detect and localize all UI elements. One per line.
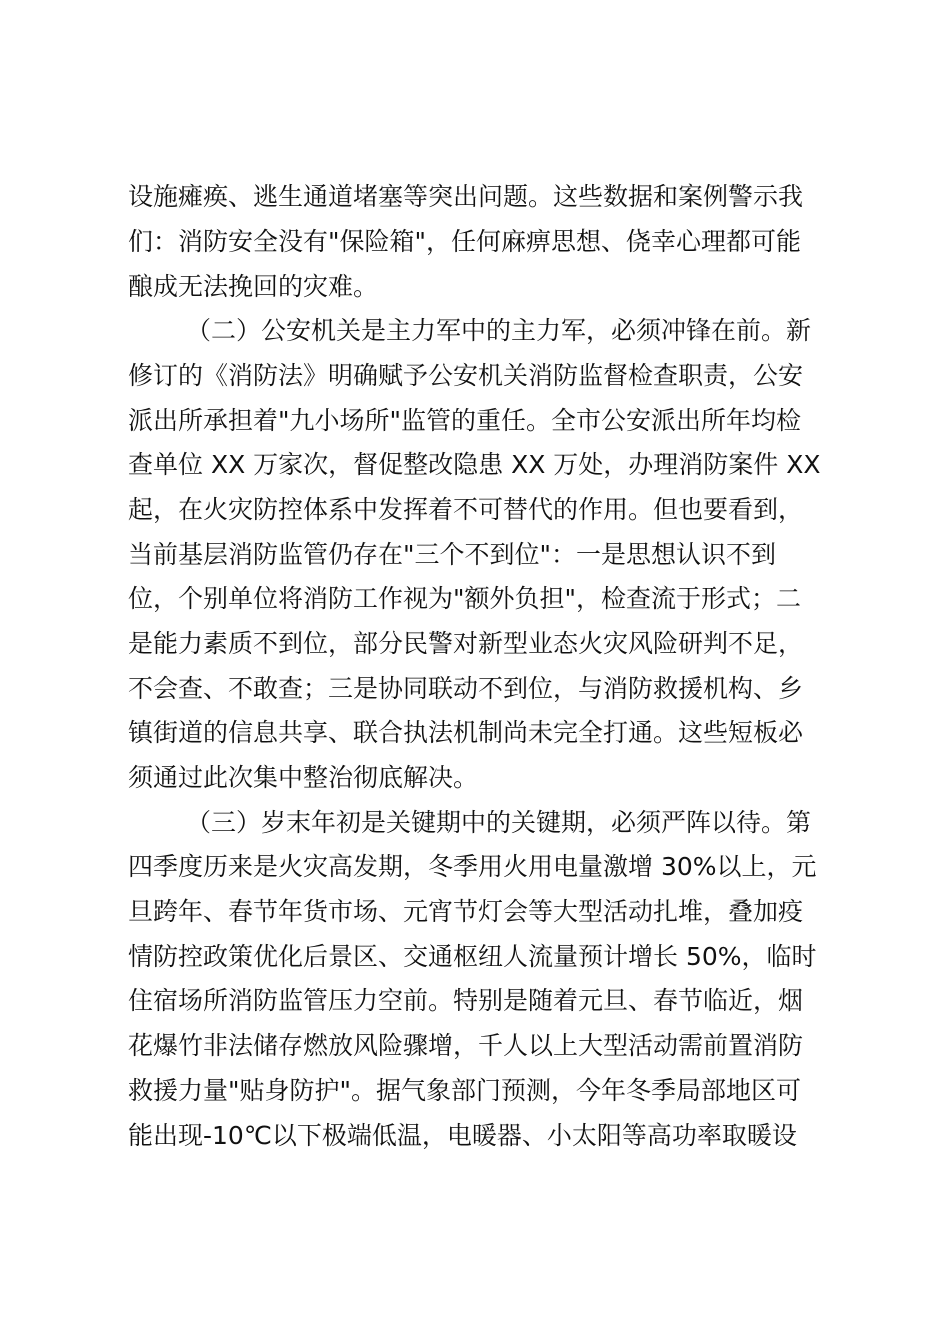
text-line: 四季度历来是火灾高发期，冬季用火用电量激增 30%以上，元 [128, 852, 817, 881]
text-line: 是能力素质不到位，部分民警对新型业态火灾风险研判不足， [128, 629, 804, 658]
paragraph-start-line: （三）岁末年初是关键期中的关键期，必须严阵以待。第 [186, 808, 812, 837]
paragraph-start-line: （二）公安机关是主力军中的主力军，必须冲锋在前。新 [186, 316, 812, 345]
text-line: 不会查、不敢查；三是协同联动不到位，与消防救援机构、乡 [128, 674, 804, 703]
text-line: 起，在火灾防控体系中发挥着不可替代的作用。但也要看到， [128, 495, 804, 524]
text-line: 情防控政策优化后景区、交通枢纽人流量预计增长 50%，临时 [128, 942, 817, 971]
text-line: 旦跨年、春节年货市场、元宵节灯会等大型活动扎堆，叠加疫 [128, 897, 804, 926]
text-line: 修订的《消防法》明确赋予公安机关消防监督检查职责，公安 [128, 361, 804, 390]
text-line: 位，个别单位将消防工作视为"额外负担"，检查流于形式；二 [128, 584, 802, 613]
text-line: 派出所承担着"九小场所"监管的重任。全市公安派出所年均检 [128, 406, 802, 435]
text-line: 当前基层消防监管仍存在"三个不到位"：一是思想认识不到 [128, 540, 777, 569]
text-line: 须通过此次集中整治彻底解决。 [128, 763, 479, 792]
text-line: 设施瘫痪、逃生通道堵塞等突出问题。这些数据和案例警示我 [128, 182, 804, 211]
text-line: 酿成无法挽回的灾难。 [128, 272, 379, 301]
text-line: 住宿场所消防监管压力空前。特别是随着元旦、春节临近，烟 [128, 986, 804, 1015]
text-line: 救援力量"贴身防护"。据气象部门预测，今年冬季局部地区可 [128, 1076, 802, 1105]
text-line: 能出现-10℃以下极端低温，电暖器、小太阳等高功率取暖设 [128, 1121, 797, 1150]
text-line: 花爆竹非法储存燃放风险骤增，千人以上大型活动需前置消防 [128, 1031, 804, 1060]
text-line: 查单位 XX 万家次，督促整改隐患 XX 万处，办理消防案件 XX [128, 450, 821, 479]
text-line: 们：消防安全没有"保险箱"，任何麻痹思想、侥幸心理都可能 [128, 227, 802, 256]
text-line: 镇街道的信息共享、联合执法机制尚未完全打通。这些短板必 [128, 718, 804, 747]
